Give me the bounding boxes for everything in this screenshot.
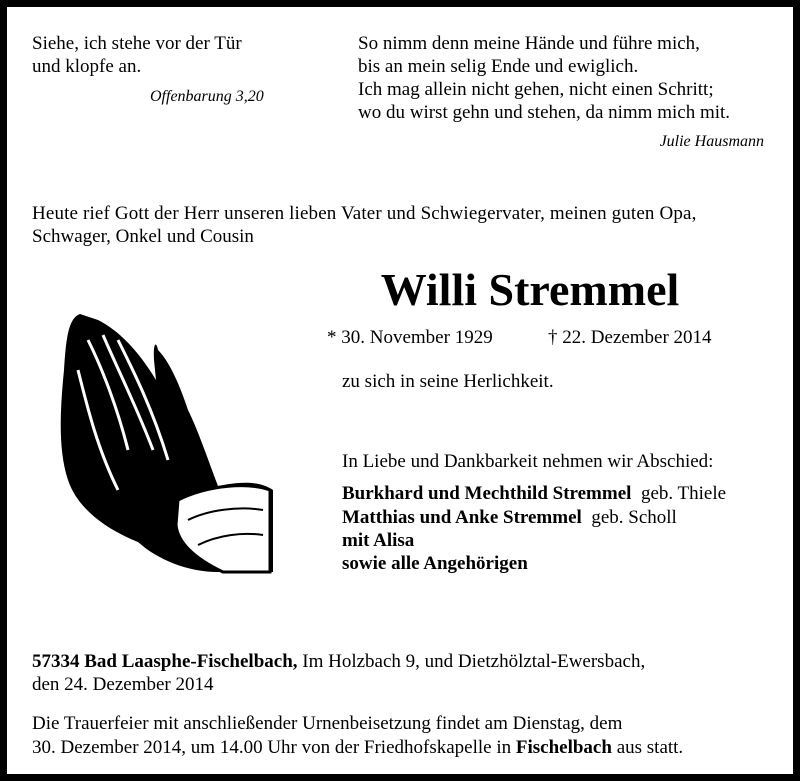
mourner-row [342, 507, 677, 529]
verse-right-line: bis an mein selig Ende und ewiglich. [358, 56, 639, 77]
praying-hands-icon [58, 310, 276, 575]
address-date: den 24. Dezember 2014 [32, 674, 214, 695]
verse-right-line: Ich mag allein nicht gehen, nicht einen Schritt; [358, 79, 714, 100]
closing-line: zu sich in seine Herlichkeit. [342, 371, 554, 392]
intro-line: Schwager, Onkel und Cousin [32, 226, 254, 247]
address-line [32, 651, 645, 673]
service-line: Die Trauerfeier mit anschließender Urnenbeisetzung findet am Dienstag, dem [32, 713, 623, 734]
address-rest: Im Holzbach 9, und Dietzhölztal-Ewersbach, [297, 651, 646, 672]
farewell-line: In Liebe und Dankbarkeit nehmen wir Abschied: [342, 451, 714, 472]
verse-right-line: So nimm denn meine Hände und führe mich, [358, 33, 700, 54]
verse-author: Julie Hausmann [659, 133, 764, 150]
verse-source: Offenbarung 3,20 [150, 88, 264, 105]
service-place: Fischelbach [515, 737, 612, 758]
birth-date: * 30. November 1929 [327, 327, 493, 348]
mourner-row [342, 483, 726, 505]
deceased-name: Willi Stremmel [380, 264, 680, 315]
verse-left-line: und klopfe an. [32, 56, 142, 77]
verse-left-line: Siehe, ich stehe vor der Tür [32, 33, 242, 54]
service-text: 30. Dezember 2014, um 14.00 Uhr von der Friedhofskapelle in [32, 737, 516, 758]
death-date: † 22. Dezember 2014 [548, 327, 712, 348]
service-line [32, 737, 683, 759]
mourner-name: Burkhard und Mechthild Stremmel [342, 483, 632, 504]
mourner-name: sowie alle Angehörigen [342, 553, 528, 574]
verse-right-line: wo du wirst gehn und stehen, da nimm mich mit. [358, 102, 731, 123]
service-text: aus statt. [611, 737, 684, 758]
address-place: 57334 Bad Laasphe-Fischelbach, [32, 651, 298, 672]
mourner-note: geb. Thiele [640, 483, 727, 504]
mourner-name: mit Alisa [342, 530, 415, 551]
mourner-name: Matthias und Anke Stremmel [342, 507, 582, 528]
mourner-note: geb. Scholl [591, 507, 677, 528]
intro-line: Heute rief Gott der Herr unseren lieben Vater und Schwiegervater, meinen guten Opa, [32, 203, 697, 224]
